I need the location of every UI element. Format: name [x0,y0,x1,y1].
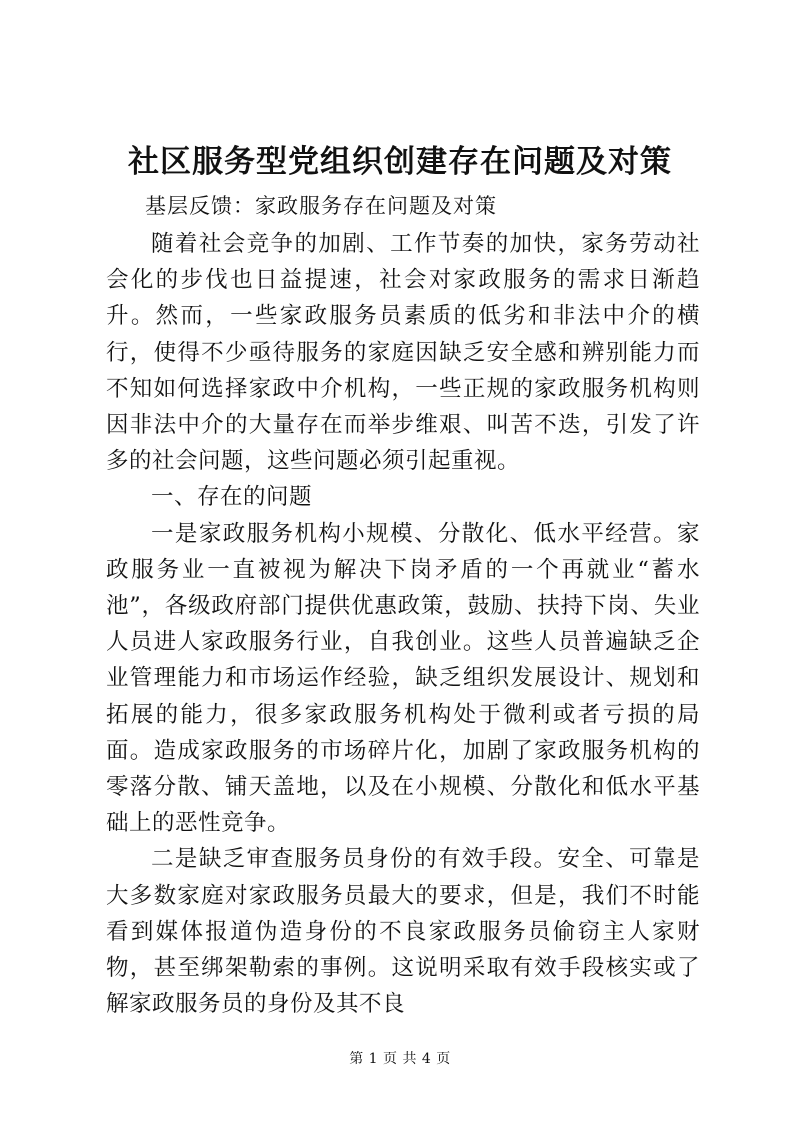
intro-paragraph: 随着社会竞争的加剧、工作节奏的加快，家务劳动社会化的步伐也日益提速，社会对家政服务的需求日渐趋升。然而，一些家政服务员素质的低劣和非法中介的横行，使得不少亟待服务的家庭因缺乏安全感和辨别能力而不知如何选择家政中介机构，一些正规的家政服务机构则因非法中介的大量存在而举步维艰、叫苦不迭，引发了许多的社会问题，这些问题必须引起重视。 [106,231,700,475]
document-body [106,226,700,1022]
issue-paragraph-2: 二是缺乏审查服务员身份的有效手段。安全、可靠是大多数家庭对家政服务员最大的要求，但是，我们不时能看到媒体报道伪造身份的不良家政服务员偷窃主人家财物，甚至绑架勒索的事例。这说明采取有效手段核实或了解家政服务员的身份及其不良 [106,846,700,1018]
issue-paragraph-1: 一是家政服务机构小规模、分散化、低水平经营。家政服务业一直被视为解决下岗矛盾的一个再就业“蓄水池”，各级政府部门提供优惠政策，鼓励、扶持下岗、失业人员进人家政服务行业，自我创业。这些人员普遍缺乏企业管理能力和市场运作经验，缺乏组织发展设计、规划和拓展的能力，很多家政服务机构处于微利或者亏损的局面。造成家政服务的市场碎片化，加剧了家政服务机构的零落分散、铺天盖地，以及在小规模、分散化和低水平基础上的恶性竞争。 [106,520,700,837]
document-subtitle: 基层反馈：家政服务存在问题及对策 [145,194,497,218]
section-heading: 一、存在的问题 [151,484,313,511]
document-title: 社区服务型党组织创建存在问题及对策 [128,144,672,180]
page-footer: 第 1 页 共 4 页 [349,1051,451,1067]
